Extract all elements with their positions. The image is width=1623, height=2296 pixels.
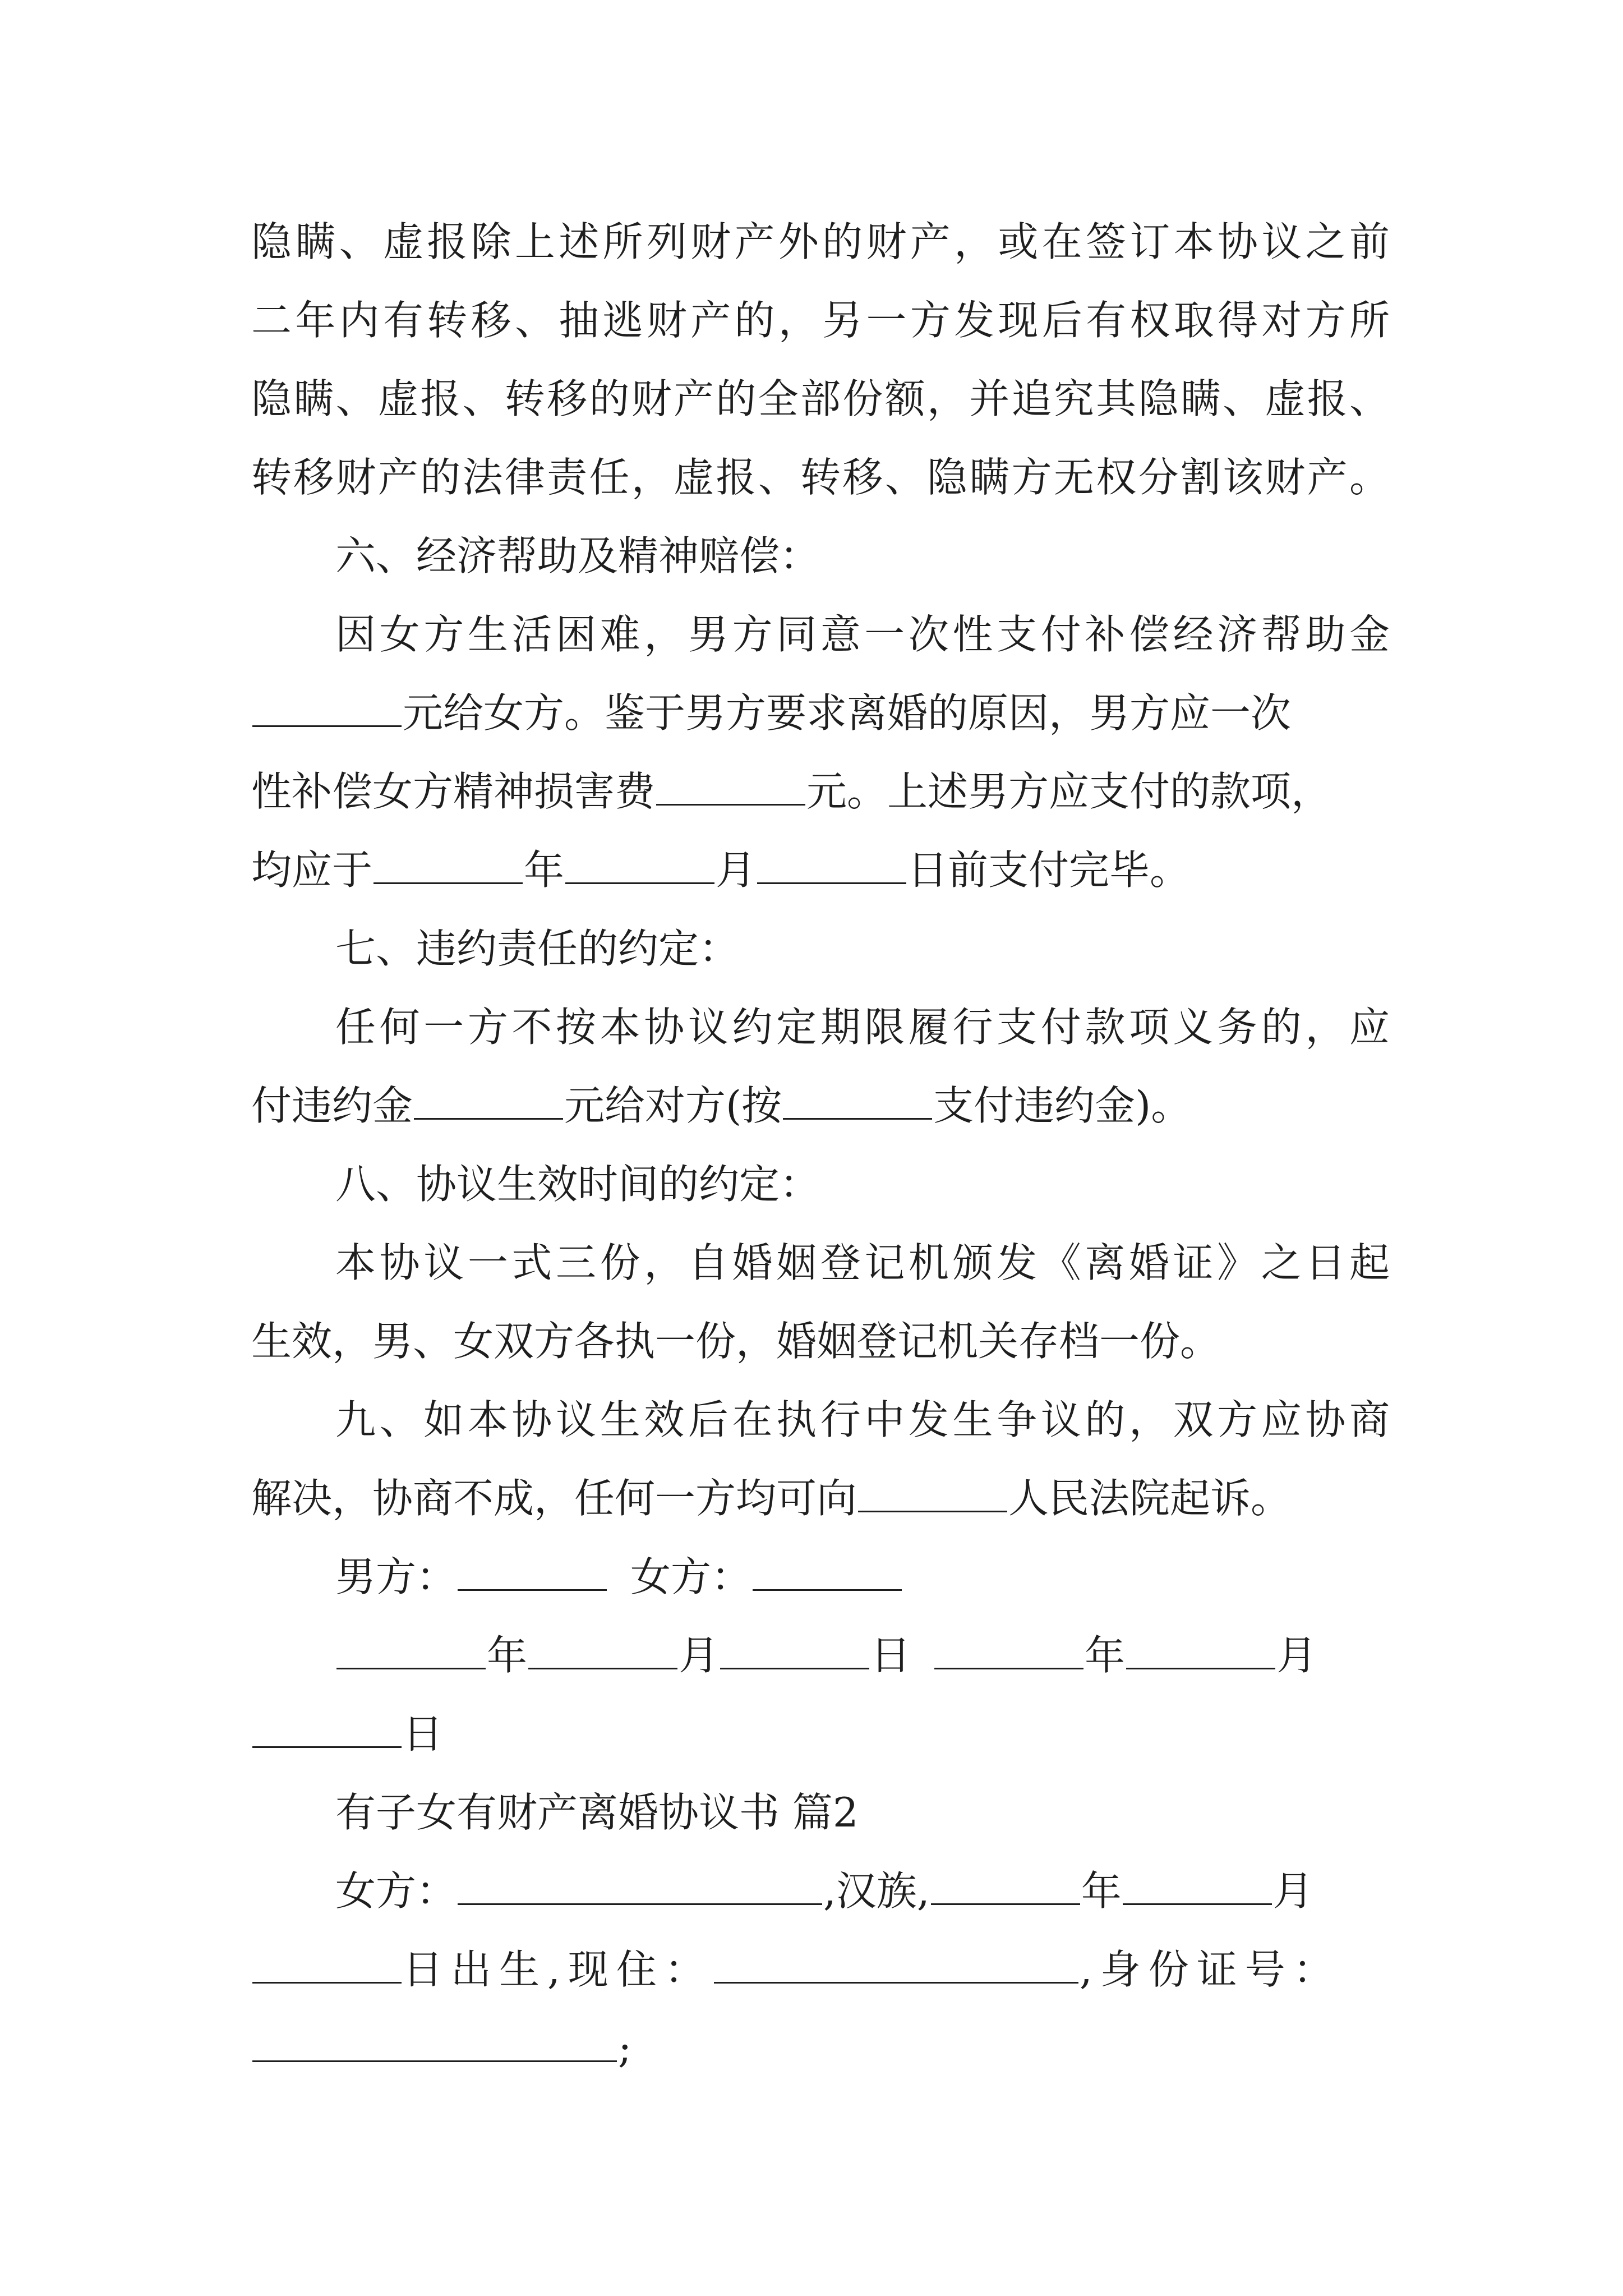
blank-field [858, 1470, 1007, 1512]
text-segment: 年 [524, 846, 565, 894]
text-segment: 人民法院起诉。 [1008, 1475, 1292, 1522]
date-line [335, 1624, 1390, 1687]
section-heading-seven: 七、违约责任的约定： [335, 925, 740, 972]
text-segment: 元。上述男方应支付的款项， [806, 768, 1332, 815]
signature-line [335, 1545, 1390, 1608]
text-segment: 月 [716, 846, 757, 894]
text-segment: 年 [487, 1632, 528, 1679]
text-segment: 日 [870, 1632, 911, 1679]
text-segment: 日出生,现住： [403, 1946, 713, 1993]
blank-field [252, 685, 402, 727]
female-party-label: 女方： [630, 1553, 752, 1600]
text-line: 隐瞒、虚报、转移的财产的全部份额，并追究其隐瞒、虚报、 [251, 375, 1390, 422]
blank-field [252, 2020, 617, 2062]
text-line [251, 839, 1390, 901]
text-line [251, 2017, 1390, 2079]
blank-field [656, 763, 805, 806]
text-segment: 月 [1276, 1632, 1317, 1679]
male-party-label: 男方： [335, 1553, 457, 1600]
text-segment: 月 [1272, 1867, 1313, 1915]
text-line: 因女方生活困难，男方同意一次性支付补偿经济帮助金 [335, 611, 1390, 658]
text-segment: 日 [403, 1710, 444, 1757]
blank-field [720, 1627, 869, 1669]
text-line [251, 760, 1390, 823]
text-line: 任何一方不按本协议约定期限履行支付款项义务的，应 [335, 1004, 1390, 1051]
text-segment: 年 [1085, 1632, 1126, 1679]
text-line [251, 682, 1390, 744]
blank-field [757, 842, 906, 884]
text-line: 二年内有转移、抽逃财产的，另一方发现后有权取得对方所 [251, 297, 1390, 344]
blank-field [528, 1627, 677, 1669]
blank-field [931, 1863, 1080, 1905]
text-segment: 月 [679, 1632, 720, 1679]
blank-field [414, 1078, 563, 1120]
text-segment: ,汉族, [823, 1867, 930, 1915]
text-segment: 付违约金 [251, 1082, 413, 1129]
blank-field [1126, 1627, 1275, 1669]
blank-field [1123, 1863, 1272, 1905]
blank-field [753, 1549, 902, 1591]
text-segment: 女方： [335, 1867, 457, 1915]
section-heading-six: 六、经济帮助及精神赔偿： [335, 532, 820, 579]
blank-field [374, 842, 523, 884]
text-segment: 支付违约金)。 [933, 1082, 1192, 1129]
text-line: 本协议一式三份，自婚姻登记机颁发《离婚证》之日起 [335, 1239, 1390, 1286]
text-line: 生效，男、女双方各执一份，婚姻登记机关存档一份。 [251, 1318, 1221, 1365]
text-line: 转移财产的法律责任，虚报、转移、隐瞒方无权分割该财产。 [251, 454, 1390, 501]
text-segment: 元给对方(按 [564, 1082, 782, 1129]
blank-field [565, 842, 714, 884]
blank-field [458, 1549, 607, 1591]
text-segment: 解决，协商不成，任何一方均可向 [251, 1475, 857, 1522]
text-line [251, 1074, 1390, 1137]
text-segment: ; [618, 2024, 632, 2072]
blank-field [934, 1627, 1083, 1669]
text-segment: 性补偿女方精神损害费 [251, 768, 656, 815]
blank-field [458, 1863, 822, 1905]
date-line-continued [251, 1703, 1390, 1765]
blank-field [336, 1627, 486, 1669]
text-line [335, 1860, 1390, 1922]
blank-field [252, 1706, 402, 1748]
text-line [251, 1938, 1390, 2001]
section-heading-nine: 九、如本协议生效后在执行中发生争议的，双方应协商 [335, 1396, 1390, 1443]
text-line [251, 1467, 1390, 1530]
blank-field [714, 1941, 1078, 1984]
blank-field [783, 1078, 932, 1120]
text-segment: 年 [1081, 1867, 1122, 1915]
text-segment: 日前支付完毕。 [907, 846, 1191, 894]
text-segment: 元给女方。鉴于男方要求离婚的原因，男方应一次 [403, 689, 1292, 737]
blank-field [252, 1941, 402, 1984]
text-line: 隐瞒、虚报除上述所列财产外的财产，或在签订本协议之前 [251, 218, 1390, 265]
section-heading-eight: 八、协议生效时间的约定： [335, 1161, 820, 1208]
section-title: 有子女有财产离婚协议书 篇2 [335, 1789, 859, 1836]
text-segment: ,身份证号： [1079, 1946, 1341, 1993]
text-segment: 均应于 [251, 846, 373, 894]
